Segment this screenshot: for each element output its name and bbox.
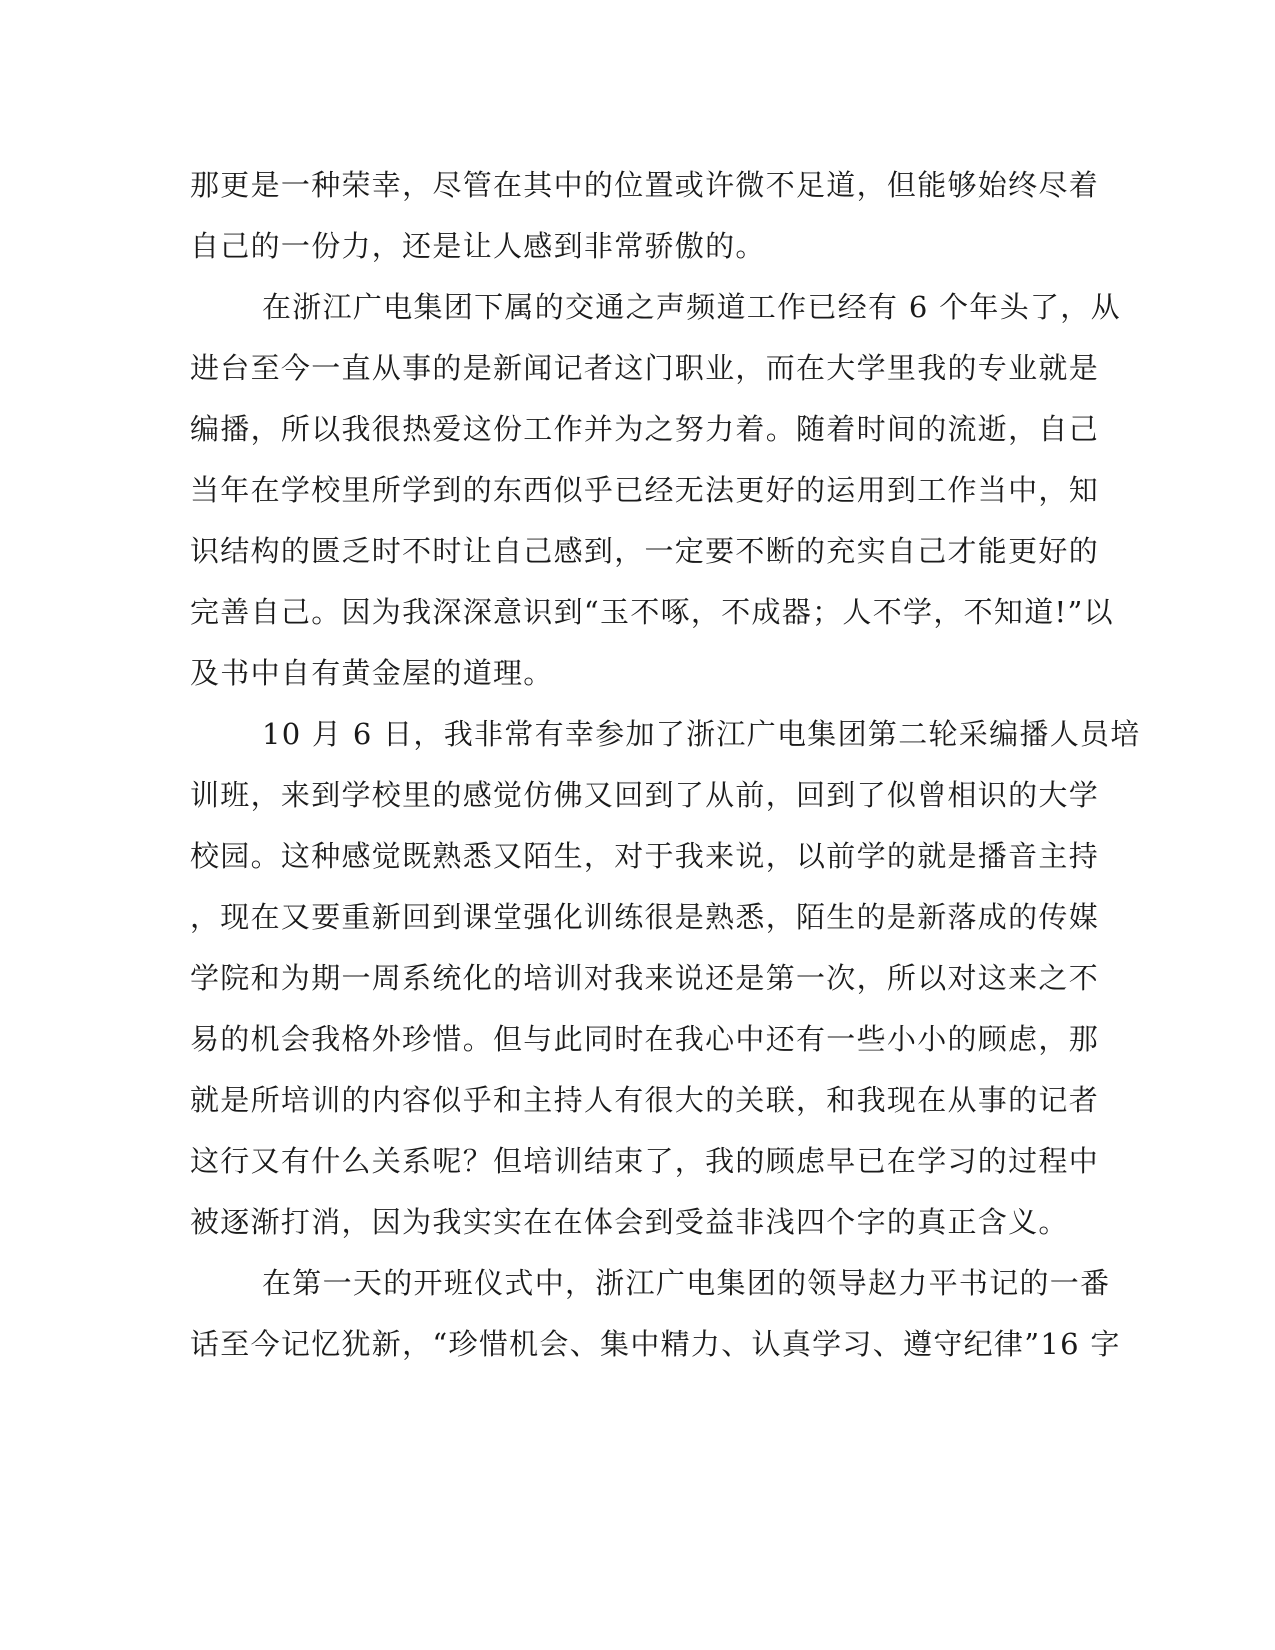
paragraph-start-line: 10 月 6 日，我非常有幸参加了浙江广电集团第二轮采编播人员培 [262, 717, 1141, 751]
text-line: ，现在又要重新回到课堂强化训练很是熟悉，陌生的是新落成的传媒 [190, 900, 1100, 934]
text-line: 话至今记忆犹新，“珍惜机会、集中精力、认真学习、遵守纪律”16 字 [190, 1327, 1121, 1361]
text-line: 识结构的匮乏时不时让自己感到，一定要不断的充实自己才能更好的 [190, 534, 1100, 568]
text-line: 那更是一种荣幸，尽管在其中的位置或许微不足道，但能够始终尽着 [190, 168, 1100, 202]
text-line: 当年在学校里所学到的东西似乎已经无法更好的运用到工作当中，知 [190, 473, 1100, 507]
text-line: 完善自己。因为我深深意识到“玉不啄，不成器；人不学，不知道!”以 [190, 595, 1114, 629]
text-line: 校园。这种感觉既熟悉又陌生，对于我来说，以前学的就是播音主持 [190, 839, 1100, 873]
text-line: 学院和为期一周系统化的培训对我来说还是第一次，所以对这来之不 [190, 961, 1100, 995]
text-line: 这行又有什么关系呢？但培训结束了，我的顾虑早已在学习的过程中 [190, 1144, 1100, 1178]
text-line: 及书中自有黄金屋的道理。 [190, 656, 554, 690]
text-line: 易的机会我格外珍惜。但与此同时在我心中还有一些小小的顾虑，那 [190, 1022, 1100, 1056]
paragraph-start-line: 在第一天的开班仪式中，浙江广电集团的领导赵力平书记的一番 [262, 1266, 1111, 1300]
text-line: 训班，来到学校里的感觉仿佛又回到了从前，回到了似曾相识的大学 [190, 778, 1100, 812]
text-line: 被逐渐打消，因为我实实在在体会到受益非浅四个字的真正含义。 [190, 1205, 1069, 1239]
text-line: 就是所培训的内容似乎和主持人有很大的关联，和我现在从事的记者 [190, 1083, 1100, 1117]
text-line: 编播，所以我很热爱这份工作并为之努力着。随着时间的流逝，自己 [190, 412, 1100, 446]
text-line: 自己的一份力，还是让人感到非常骄傲的。 [190, 229, 766, 263]
text-line: 进台至今一直从事的是新闻记者这门职业，而在大学里我的专业就是 [190, 351, 1100, 385]
body-text [190, 155, 1141, 1375]
paragraph-start-line: 在浙江广电集团下属的交通之声频道工作已经有 6 个年头了，从 [262, 290, 1121, 324]
